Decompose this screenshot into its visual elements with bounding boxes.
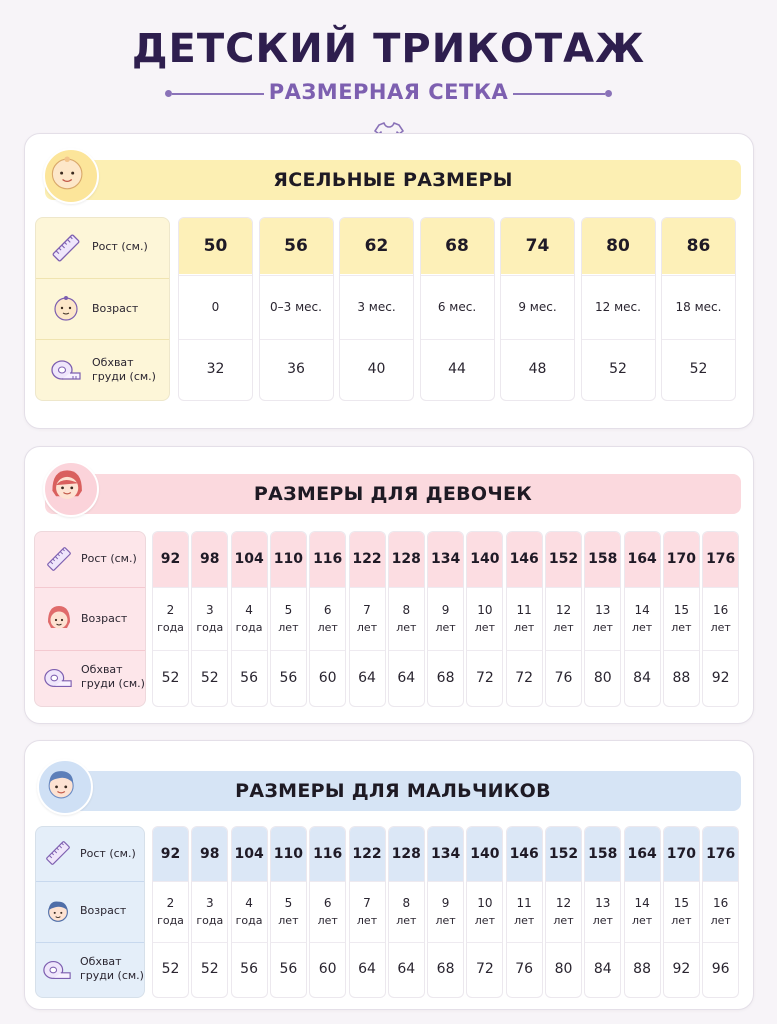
age-value: 12 мес. [595,300,641,314]
age-value [192,601,227,637]
age-unit: лет [278,913,299,927]
height-value: 152 [546,827,581,881]
age-unit: лет [435,913,456,927]
size-column [349,826,386,998]
size-column [581,217,656,401]
divider [507,881,542,882]
age-number: 9 [441,602,450,617]
label-text: Возраст [81,612,128,625]
age-value: 3 мес. [357,300,396,314]
size-column [661,217,736,401]
ruler-icon [45,545,73,573]
chest-value: 88 [633,961,651,977]
divider [507,587,542,588]
chest-value: 56 [240,961,258,977]
height-value: 86 [662,218,735,274]
age-value [271,894,306,930]
height-value: 140 [467,532,502,587]
age-number: 8 [402,895,411,910]
age-number: 2 [166,895,175,910]
age-value [350,894,385,930]
girl-face-icon [43,602,75,634]
chest-value: 64 [397,961,416,977]
size-column [231,531,268,707]
size-column [466,531,503,707]
section-title: РАЗМЕРЫ ДЛЯ МАЛЬЧИКОВ [235,780,551,802]
label-text: Обхват груди (см.) [81,663,145,690]
age-value [703,894,738,930]
age-value [507,894,542,930]
chest-value: 52 [161,961,180,977]
age-value [271,601,306,637]
divider [153,587,188,588]
baby-face-icon [43,148,99,204]
section-banner [45,474,741,514]
chest-value: 80 [593,670,612,686]
ruler-icon [44,839,72,867]
age-value [507,601,542,637]
size-column [466,826,503,998]
height-value: 122 [350,827,385,881]
chest-value: 76 [554,670,573,686]
chest-value: 96 [711,961,730,977]
age-unit: лет [710,913,731,927]
divider [625,881,660,882]
chest-value: 92 [672,961,691,977]
age-number: 10 [477,895,493,910]
size-column [663,826,700,998]
divider [192,587,227,588]
age-unit: года [235,620,263,634]
age-value [232,894,267,930]
height-value: 122 [350,532,385,587]
divider [467,587,502,588]
size-column [191,826,228,998]
measuring-tape-icon [42,955,72,985]
chest-value: 88 [672,670,691,686]
age-number: 7 [363,602,371,617]
chest-value: 84 [633,670,651,686]
height-value: 56 [260,218,333,274]
age-number: 6 [323,895,332,910]
chest-value: 72 [475,670,494,686]
size-column [545,531,582,707]
age-value [585,601,620,637]
age-unit: лет [317,913,338,927]
divider [350,881,385,882]
age-unit: лет [671,913,692,927]
divider [389,587,424,588]
chest-value: 76 [515,961,534,977]
section-title: РАЗМЕРЫ ДЛЯ ДЕВОЧЕК [253,483,533,505]
size-column [259,217,334,401]
divider [428,587,463,588]
age-unit: лет [553,913,574,927]
age-value [625,601,660,637]
age-number: 3 [205,602,214,617]
size-column [500,217,575,401]
height-value: 98 [192,532,227,587]
age-unit: лет [592,913,613,927]
age-unit: лет [553,620,574,634]
label-text: Возраст [92,302,139,315]
boys-size-card [24,740,754,1010]
label-text: Обхват груди (см.) [92,356,156,383]
age-value [350,601,385,637]
height-value: 80 [582,218,655,274]
age-unit: лет [356,913,378,927]
divider [232,881,267,882]
size-column [702,826,739,998]
age-unit: лет [631,913,653,927]
divider [153,881,188,882]
chest-value: 64 [358,961,376,977]
chest-value: 56 [279,961,298,977]
age-number: 14 [634,895,650,910]
age-value [389,601,424,637]
height-value: 134 [428,827,463,881]
age-value: 0–3 мес. [270,300,322,314]
chest-value: 72 [475,961,494,977]
row-labels [35,217,170,401]
height-value: 158 [585,827,620,881]
divider [232,587,267,588]
age-number: 2 [166,602,175,617]
divider [192,881,227,882]
age-value: 6 мес. [437,300,477,314]
divider [585,587,620,588]
age-number: 4 [245,602,253,617]
age-number: 5 [284,602,293,617]
label-age [36,882,144,942]
age-number: 9 [441,895,450,910]
height-value: 92 [153,532,188,587]
age-number: 13 [595,895,611,910]
height-value: 170 [664,827,699,881]
age-number: 12 [555,895,572,910]
chest-value: 52 [161,670,180,686]
divider [703,587,738,588]
divider [664,881,699,882]
chest-value: 80 [554,961,573,977]
label-text: Рост (см.) [81,552,137,565]
height-value: 134 [428,532,463,587]
label-chest [36,340,169,400]
label-text: Возраст [80,904,127,917]
section-title: ЯСЕЛЬНЫЕ РАЗМЕРЫ [273,169,513,191]
ruler-icon [50,232,82,264]
height-value: 110 [271,532,306,587]
age-number: 16 [713,602,729,617]
age-number: 15 [673,602,690,617]
chest-value: 44 [448,361,466,377]
baby-face-icon [50,292,82,324]
label-text: Рост (см.) [80,847,136,860]
age-unit: лет [317,620,338,634]
age-number: 6 [323,602,332,617]
age-value [585,894,620,930]
divider [585,881,620,882]
height-value: 128 [389,532,424,587]
chest-value: 72 [515,670,534,686]
size-column [624,531,661,707]
divider [310,587,345,588]
divider [664,587,699,588]
chest-value: 68 [436,670,455,686]
chest-value: 84 [593,961,612,977]
age-number: 4 [245,895,253,910]
age-unit: лет [710,620,731,634]
height-value: 50 [179,218,252,274]
age-value [310,894,345,930]
section-banner [45,160,741,200]
chest-value: 60 [318,670,337,686]
height-value: 104 [232,827,267,881]
row-labels [34,531,146,707]
age-value [703,601,738,637]
size-column [309,531,346,707]
height-value: 68 [421,218,494,274]
size-column [663,531,700,707]
label-height [36,218,169,278]
height-value: 146 [507,532,542,587]
age-value [153,894,188,930]
size-column [339,217,414,401]
age-value [192,894,227,930]
size-column [427,826,464,998]
age-value [428,601,463,637]
age-unit: лет [514,620,535,634]
size-column [584,826,621,998]
size-column [349,531,386,707]
chest-value: 52 [200,961,219,977]
age-value [546,894,581,930]
age-unit: лет [592,620,613,634]
chest-value: 32 [206,361,225,377]
size-column [309,826,346,998]
chest-value: 64 [358,670,376,686]
height-value: 176 [703,827,738,881]
size-column [545,826,582,998]
height-value: 62 [340,218,413,274]
size-column [388,826,425,998]
divider [703,881,738,882]
age-unit: года [196,913,224,927]
measuring-tape-icon [43,663,73,693]
chest-value: 52 [609,361,627,377]
age-value [310,601,345,637]
age-value [153,601,188,637]
age-number: 13 [595,602,611,617]
chest-value: 92 [711,670,730,686]
label-chest [36,943,144,997]
age-unit: лет [396,913,417,927]
chest-value: 68 [436,961,455,977]
boy-face-icon [43,896,73,926]
subtitle-row [165,80,612,106]
age-unit: лет [278,620,299,634]
size-column [427,531,464,707]
label-chest [35,651,145,706]
height-value: 116 [310,532,345,587]
height-value: 110 [271,827,306,881]
row-labels [35,826,145,998]
height-value: 146 [507,827,542,881]
height-value: 158 [585,532,620,587]
age-number: 11 [516,602,532,617]
age-unit: года [157,620,184,634]
height-value: 116 [310,827,345,881]
chest-value: 48 [528,361,547,377]
size-column [152,826,189,998]
size-column [231,826,268,998]
age-value [664,894,699,930]
size-column [420,217,495,401]
label-text: Обхват груди (см.) [80,955,144,982]
age-number: 12 [555,602,572,617]
page-title: ДЕТСКИЙ ТРИКОТАЖ [131,26,646,72]
age-unit: лет [474,913,495,927]
divider [350,587,385,588]
size-column [178,217,253,401]
age-number: 14 [634,602,650,617]
height-value: 74 [501,218,574,274]
chest-value: 36 [287,361,305,377]
size-column [152,531,189,707]
age-value [664,601,699,637]
divider [389,881,424,882]
label-age [36,279,169,339]
age-number: 15 [673,895,690,910]
size-column [506,826,543,998]
nursery-size-card [24,133,754,429]
size-column [624,826,661,998]
age-unit: лет [435,620,456,634]
size-column [270,531,307,707]
size-column [584,531,621,707]
age-value [467,601,502,637]
height-value: 98 [192,827,227,881]
divider [546,587,581,588]
divider [310,881,345,882]
divider [271,881,306,882]
age-number: 10 [477,602,493,617]
age-unit: лет [671,620,692,634]
divider [467,881,502,882]
height-value: 140 [467,827,502,881]
age-unit: лет [514,913,535,927]
age-value [428,894,463,930]
size-column [506,531,543,707]
age-number: 8 [402,602,411,617]
height-value: 170 [664,532,699,587]
height-value: 164 [625,532,660,587]
age-unit: лет [474,620,495,634]
chest-value: 56 [240,670,258,686]
chest-value: 56 [279,670,298,686]
age-number: 3 [205,895,214,910]
divider [428,881,463,882]
age-number: 16 [713,895,729,910]
age-unit: лет [356,620,378,634]
age-unit: года [235,913,263,927]
chest-value: 52 [689,361,708,377]
measuring-tape-icon [50,354,82,386]
chest-value: 60 [318,961,337,977]
height-value: 176 [703,532,738,587]
age-value: 18 мес. [675,300,722,314]
age-value: 9 мес. [518,300,557,314]
chest-value: 52 [200,670,219,686]
age-unit: года [196,620,224,634]
age-value: 0 [211,300,220,314]
label-height [35,532,145,587]
page-subtitle: РАЗМЕРНАЯ СЕТКА [268,80,509,104]
size-column [191,531,228,707]
divider [271,587,306,588]
age-number: 5 [284,895,293,910]
size-column [702,531,739,707]
age-value [625,894,660,930]
size-column [270,826,307,998]
boy-face-icon [37,759,93,815]
label-age [35,588,145,650]
divider [546,881,581,882]
height-value: 104 [232,532,267,587]
height-value: 164 [625,827,660,881]
age-number: 7 [363,895,371,910]
age-unit: лет [631,620,653,634]
girl-face-icon [43,461,99,517]
age-unit: лет [396,620,417,634]
girls-size-card [24,446,754,724]
height-value: 152 [546,532,581,587]
age-value [389,894,424,930]
chest-value: 40 [367,361,386,377]
section-banner [45,771,741,811]
age-number: 11 [516,895,532,910]
age-unit: года [157,913,184,927]
height-value: 92 [153,827,188,881]
chest-value: 64 [397,670,416,686]
age-value [232,601,267,637]
size-column [388,531,425,707]
height-value: 128 [389,827,424,881]
age-value [546,601,581,637]
divider [625,587,660,588]
label-height [36,827,144,881]
label-text: Рост (см.) [92,240,148,253]
age-value [467,894,502,930]
